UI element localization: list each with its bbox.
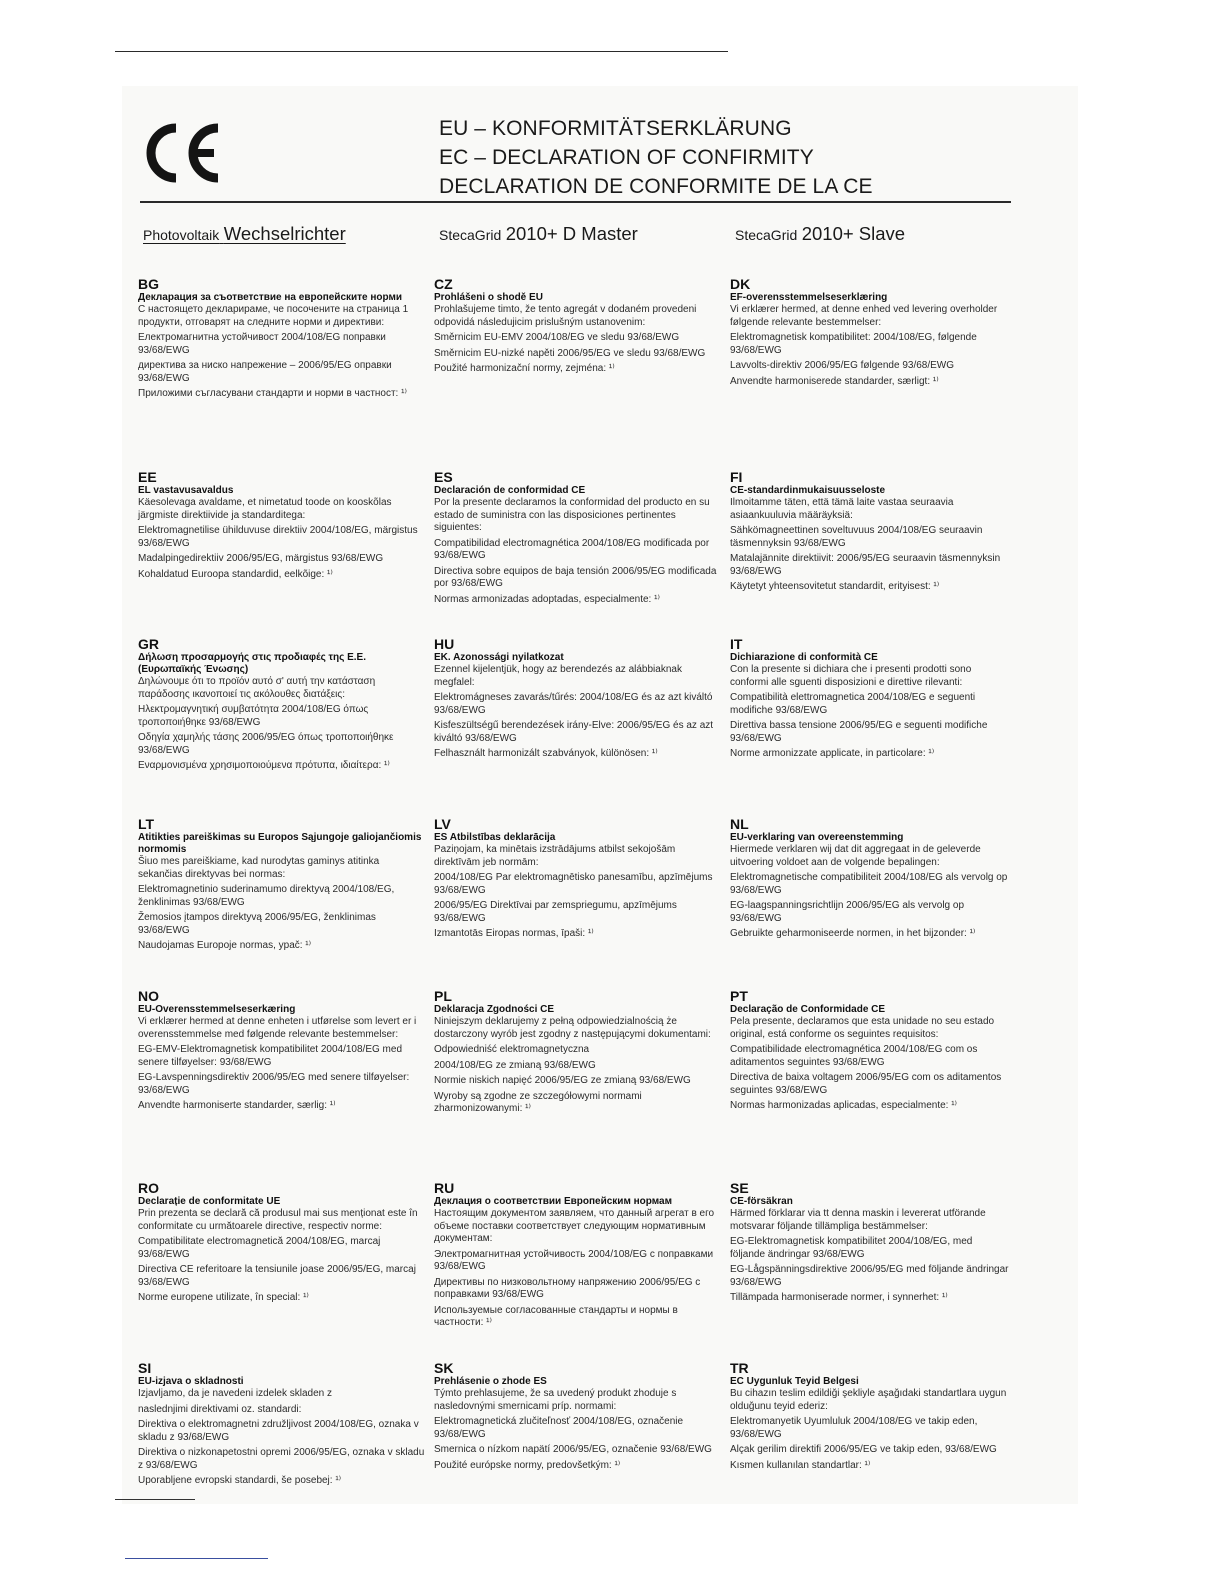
declaration-section-tr	[728, 1360, 1016, 1486]
declaration-section-ro	[136, 1180, 432, 1360]
country-code: CZ	[434, 276, 453, 292]
section-item: Οδηγία χαμηλής τάσης 2006/95/EG όπως τροποποιήθηκε 93/68/EWG	[138, 732, 394, 756]
section-item: Elektromagnetinio suderinamumo direktyvą 2004/108/EG, ženklinimas 93/68/EWG	[138, 884, 395, 908]
section-intro: Izjavljamo, da je navedeni izdelek skladen z	[138, 1388, 332, 1399]
section-item: Lavvolts-direktiv 2006/95/EG følgende 93/68/EWG	[730, 360, 955, 371]
section-item: Felhasznált harmonizált szabványok, különösen: ¹⁾	[434, 748, 658, 759]
section-item: Anvendte harmoniserte standarder, særlig: ¹⁾	[138, 1100, 336, 1111]
column-header-large: 2010+ D Master	[505, 223, 638, 244]
section-title: EL vastavusavaldus	[138, 485, 234, 496]
section-intro: Bu cihazın teslim edildiği şekliyle aşağıdaki standartlara uygun olduğunu teyid ederiz:	[730, 1388, 1007, 1412]
declaration-section-gr	[136, 636, 432, 816]
section-intro: Настоящим документом заявляем, что данный агрегат в его объеме поставки соответствует следующим нормативным документам:	[434, 1208, 715, 1244]
section-title: EU-verklaring van overeenstemming	[730, 832, 904, 843]
section-title: EU-Overensstemmelseserkæring	[138, 1004, 296, 1015]
section-intro: Por la presente declaramos la conformidad del producto en su estado de suministra con las disposiciones pertinentes siguientes:	[434, 497, 710, 533]
declaration-section-lv	[432, 816, 728, 988]
column-header-small: Photovoltaik	[143, 227, 220, 243]
section-item: Elektromagnetilise ühilduvuse direktiiv 2004/108/EG, märgistus 93/68/EWG	[138, 525, 418, 549]
section-item: Wyroby są zgodne ze szczegółowymi normami zharmonizowanymi: ¹⁾	[434, 1090, 642, 1114]
section-item: Directiva CE referitoare la tensiunile joase 2006/95/EG, marcaj 93/68/EWG	[138, 1264, 416, 1288]
footer-rule	[115, 1499, 195, 1500]
section-item: Sähkömagneettinen soveltuvuus 2004/108/EG seuraavin täsmennyksin 93/68/EWG	[730, 525, 983, 549]
declaration-section-dk	[728, 276, 1016, 469]
section-intro: Niniejszym deklarujemy z pełną odpowiedzialnością że dostarczony wyrób jest zgodny z następującymi dokumentami:	[434, 1016, 711, 1040]
title-line-en: EC – DECLARATION OF CONFIRMITY	[439, 146, 814, 169]
declaration-section-fi	[728, 469, 1016, 636]
section-item: Direttiva bassa tensione 2006/95/EG e seguenti modifiche 93/68/EWG	[730, 720, 988, 744]
section-intro: Hiermede verklaren wij dat dit aggregaat in de geleverde uitvoering voldoet aan de volgende bepalingen:	[730, 844, 981, 868]
ce-mark-logo	[142, 122, 222, 184]
declaration-section-it	[728, 636, 1016, 816]
country-code: DK	[730, 276, 751, 292]
section-item: Kohaldatud Euroopa standardid, eelkõige: ¹⁾	[138, 568, 333, 580]
section-item: директива за ниско напрежение – 2006/95/EG оправки 93/68/EWG	[138, 360, 392, 384]
column-header-large: Wechselrichter	[223, 223, 346, 244]
country-code: NL	[730, 816, 749, 832]
section-item: Εναρμονισμένα χρησιμοποιούμενα πρότυπα, ιδιαίτερα: ¹⁾	[138, 760, 390, 771]
section-intro: Vi erklærer hermed, at denne enhed ved levering overholder følgende relevante bestemmelser:	[730, 304, 998, 328]
section-intro: Con la presente si dichiara che i presenti prodotti sono conformi alle sguenti disposizioni e direttive rilevanti:	[730, 664, 972, 688]
country-code: PL	[434, 988, 452, 1004]
section-item: Direktiva o elektromagnetni združljivost 2004/108/EG, oznaka v skladu z 93/68/EWG	[138, 1419, 419, 1443]
section-item: Compatibilitate electromagnetică 2004/108/EG, marcaj 93/68/EWG	[138, 1236, 381, 1260]
section-item: Ηλεκτρομαγνητική συμβατότητα 2004/108/EG όπως τροποποιήθηκε 93/68/EWG	[138, 704, 369, 728]
section-title: EC Uygunluk Teyid Belgesi	[730, 1376, 859, 1387]
section-title: CE-försäkran	[730, 1196, 793, 1207]
declaration-section-se	[728, 1180, 1016, 1360]
section-title: Atitikties pareiškimas su Europos Sąjungoje galiojančiomis normomis	[138, 832, 422, 855]
declaration-section-si	[136, 1360, 432, 1486]
section-intro: Ilmoitamme täten, että tämä laite vastaa seuraavia asiaankuuluvia määräyksiä:	[730, 497, 954, 521]
section-item: Použité európske normy, predovšetkým: ¹⁾	[434, 1459, 621, 1471]
section-item: Gebruikte geharmoniseerde normen, in het bijzonder: ¹⁾	[730, 928, 976, 939]
section-title: CE-standardinmukaisuusseloste	[730, 485, 886, 496]
section-intro: Härmed förklarar via tt denna maskin i levererat utförande motsvarar följande tillämpliga bestämmelser:	[730, 1208, 986, 1232]
country-code: SE	[730, 1180, 749, 1196]
section-item: Электромагнитная устойчивость 2004/108/EG с поправками 93/68/EWG	[434, 1248, 714, 1272]
section-title: ES Atbilstības deklarācija	[434, 832, 556, 843]
title-line-de: EU – KONFORMITÄTSERKLÄRUNG	[439, 117, 792, 140]
section-item: Compatibilidad electromagnética 2004/108/EG modificada por 93/68/EWG	[434, 537, 710, 561]
section-title: Декларация за съответствие на европейските норми	[138, 292, 403, 303]
section-title: Declarație de conformitate UE	[138, 1196, 281, 1207]
section-item: Käytetyt yhteensovitetut standardit, erityisest: ¹⁾	[730, 581, 940, 592]
section-item: EG-Lågspänningsdirektive 2006/95/EG med följande ändringar 93/68/EWG	[730, 1264, 1009, 1288]
country-declarations-grid	[136, 276, 1016, 1506]
country-code: EE	[138, 469, 157, 485]
country-code: GR	[138, 636, 159, 652]
column-header-slave	[735, 223, 905, 245]
section-item: EG-EMV-Elektromagnetisk kompatibilitet 2004/108/EG med senere tilføyelser: 93/68/EWG	[138, 1044, 403, 1068]
section-title: EU-izjava o skladnosti	[138, 1376, 244, 1387]
section-item: EG-Elektromagnetisk kompatibilitet 2004/108/EG, med följande ändringar 93/68/EWG	[730, 1236, 973, 1260]
section-item: Kisfeszültségű berendezések irány-Elve: 2006/95/EG és az azt kiváltó 93/68/EWG	[434, 720, 714, 744]
section-item: Elektromagnetische compatibiliteit 2004/108/EG als vervolg op 93/68/EWG	[730, 872, 1008, 896]
section-item: Normas harmonizadas aplicadas, especialmente: ¹⁾	[730, 1100, 958, 1111]
column-header-product-type	[143, 223, 346, 245]
section-item: Compatibilidade electromagnética 2004/108/EG com os aditamentos seguintes 93/68/EWG	[730, 1044, 978, 1068]
section-intro: Ezennel kijelentjük, hogy az berendezés az alábbiaknak megfalel:	[434, 664, 682, 688]
country-code: BG	[138, 276, 159, 292]
section-title: Prehlásenie o zhode ES	[434, 1376, 547, 1387]
section-item: EG-laagspanningsrichtlijn 2006/95/EG als vervolg op 93/68/EWG	[730, 900, 965, 924]
section-item: 2006/95/EG Direktīvai par zemspriegumu, apzīmējums 93/68/EWG	[434, 900, 677, 924]
section-title: Declaração de Conformidade CE	[730, 1004, 886, 1015]
section-item: naslednjimi direktivami oz. standardi:	[138, 1403, 302, 1415]
declaration-section-ru	[432, 1180, 728, 1360]
column-header-small: StecaGrid	[439, 227, 502, 243]
section-item: Kısmen kullanılan standartlar: ¹⁾	[730, 1459, 871, 1471]
section-item: Используемые согласованные стандарты и нормы в частности: ¹⁾	[434, 1304, 678, 1328]
section-item: Elektromanyetik Uyumluluk 2004/108/EG ve takip eden, 93/68/EWG	[730, 1416, 978, 1440]
section-item: Směrnicim EU-EMV 2004/108/EG ve sledu 93/68/EWG	[434, 332, 680, 343]
declaration-section-pl	[432, 988, 728, 1180]
declaration-title	[439, 114, 873, 201]
country-code: ES	[434, 469, 453, 485]
section-item: Izmantotās Eiropas normas, īpaši: ¹⁾	[434, 928, 594, 939]
title-line-fr: DECLARATION DE CONFORMITE DE LA CE	[439, 175, 873, 198]
country-code: LV	[434, 816, 451, 832]
declaration-section-nl	[728, 816, 1016, 988]
section-title: Prohlášeni o shodě EU	[434, 292, 543, 303]
section-intro: Paziņojam, ka minētais izstrādājums atbilst sekojošām direktīvām jeb normām:	[434, 844, 676, 868]
section-item: Žemosios įtampos direktyvą 2006/95/EG, ženklinimas 93/68/EWG	[138, 912, 376, 936]
section-item: Elektromágneses zavarás/tűrés: 2004/108/EG és az azt kiváltó 93/68/EWG	[434, 692, 713, 716]
section-title: Declaración de conformidad CE	[434, 485, 586, 496]
section-item: 2004/108/EG Par elektromagnētisko panesamību, apzīmējums 93/68/EWG	[434, 872, 713, 896]
section-item: Madalpingedirektiiv 2006/95/EG, märgistus 93/68/EWG	[138, 553, 384, 564]
section-title: EF-overensstemmelseserklæring	[730, 292, 888, 303]
country-code: PT	[730, 988, 748, 1004]
country-code: HU	[434, 636, 455, 652]
declaration-section-lt	[136, 816, 432, 988]
section-item: Normie niskich napięć 2006/95/EG ze zmianą 93/68/EWG	[434, 1075, 691, 1086]
section-item: Použité harmonizační normy, zejména: ¹⁾	[434, 363, 615, 374]
country-code: TR	[730, 1360, 749, 1376]
country-code: IT	[730, 636, 743, 652]
section-intro: С настоящето декларираме, че посочените на страница 1 продукти, отговарят на следните норми и директиви:	[138, 304, 409, 328]
section-item: Tillämpada harmoniserade normer, i synnerhet: ¹⁾	[730, 1292, 948, 1303]
section-intro: Šiuo mes pareiškiame, kad nurodytas gaminys atitinka sekančias direktyvas bei normas:	[138, 856, 380, 880]
section-item: Smernica o nízkom napätí 2006/95/EG, označenie 93/68/EWG	[434, 1444, 712, 1455]
country-code: RU	[434, 1180, 455, 1196]
section-item: Електромагнитна устойчивост 2004/108/EG поправки 93/68/EWG	[138, 332, 386, 356]
section-item: Directiva de baixa voltagem 2006/95/EG com os aditamentos seguintes 93/68/EWG	[730, 1072, 1002, 1096]
column-header-small: StecaGrid	[735, 227, 798, 243]
section-item: Direktiva o nizkonapetostni opremi 2006/95/EG, oznaka v skladu z 93/68/EWG	[138, 1447, 425, 1471]
section-intro: Prohlašujeme timto, že tento agregát v dodaném provedeni odpovidá následujicim prislušným ustanovenim:	[434, 304, 697, 328]
section-item: Directiva sobre equipos de baja tensión 2006/95/EG modificada por 93/68/EWG	[434, 565, 717, 589]
country-code: SK	[434, 1360, 454, 1376]
section-title: Dichiarazione di conformità CE	[730, 652, 878, 663]
footer-link-rule	[125, 1558, 268, 1559]
section-item: Приложими съгласувани стандарти и норми в частност: ¹⁾	[138, 388, 407, 399]
column-header-master	[439, 223, 638, 245]
declaration-section-hu	[432, 636, 728, 816]
section-intro: Prin prezenta se declară că produsul mai sus menționat este în conformitate cu următoarele directive, respectiv norme:	[138, 1208, 418, 1232]
declaration-section-sk	[432, 1360, 728, 1486]
section-intro: Δηλώνουμε ότι το προϊόν αυτό σ' αυτή την κατάσταση παράδοσης ικανοποιεί τις ακόλουθες διατάξεις:	[138, 676, 376, 700]
section-item: 2004/108/EG ze zmianą 93/68/EWG	[434, 1059, 596, 1071]
country-code: SI	[138, 1360, 152, 1376]
top-rule	[115, 51, 728, 52]
country-code: NO	[138, 988, 159, 1004]
section-item: Uporabljene evropski standardi, še posebej: ¹⁾	[138, 1475, 342, 1486]
section-item: Směrnicim EU-nizké napěti 2006/95/EG ve sledu 93/68/EWG	[434, 347, 706, 359]
declaration-section-no	[136, 988, 432, 1180]
declaration-section-cz	[432, 276, 728, 469]
section-intro: Pela presente, declaramos que esta unidade no seu estado original, está conforme os seguintes requisitos:	[730, 1016, 995, 1040]
section-item: Matalajännite direktiivit: 2006/95/EG seuraavin täsmennyksin 93/68/EWG	[730, 553, 1001, 577]
declaration-section-es	[432, 469, 728, 636]
section-title: EK. Azonossági nyilatkozat	[434, 652, 564, 663]
section-item: EG-Lavspenningsdirektiv 2006/95/EG med senere tilføyelser: 93/68/EWG	[138, 1072, 410, 1096]
section-intro: Týmto prehlasujeme, že sa uvedený produkt zhoduje s nasledovnými smernicami príp. normami:	[434, 1388, 677, 1412]
column-header-large: 2010+ Slave	[801, 223, 906, 244]
section-item: Normas armonizadas adoptadas, especialmente: ¹⁾	[434, 593, 660, 605]
title-divider	[140, 201, 1011, 203]
section-item: Compatibilità elettromagnetica 2004/108/EG e seguenti modifiche 93/68/EWG	[730, 692, 976, 716]
country-code: LT	[138, 816, 155, 832]
section-intro: Käesolevaga avaldame, et nimetatud toode on kooskõlas järgmiste direktiivide ja standarditega:	[138, 497, 392, 521]
section-title: Deklaracja Zgodności CE	[434, 1004, 555, 1015]
section-item: Директивы по низковольтному напряжению 2006/95/EG с поправками 93/68/EWG	[434, 1276, 701, 1300]
section-item: Norme europene utilizate, în special: ¹⁾	[138, 1292, 309, 1303]
section-item: Naudojamas Europoje normas, ypač: ¹⁾	[138, 940, 312, 951]
section-item: Norme armonizzate applicate, in particolare: ¹⁾	[730, 748, 935, 759]
section-item: Alçak gerilim direktifi 2006/95/EG ve takip eden, 93/68/EWG	[730, 1444, 997, 1455]
declaration-section-bg	[136, 276, 432, 469]
section-item: Elektromagnetisk kompatibilitet: 2004/108/EG, følgende 93/68/EWG	[730, 332, 977, 356]
section-item: Odpowiedniść elektromagnetyczna	[434, 1044, 590, 1055]
declaration-section-ee	[136, 469, 432, 636]
section-item: Elektromagnetická zlučiteľnosť 2004/108/EG, označenie 93/68/EWG	[434, 1416, 684, 1440]
section-item: Anvendte harmoniserede standarder, særligt: ¹⁾	[730, 375, 939, 387]
declaration-section-pt	[728, 988, 1016, 1180]
country-code: FI	[730, 469, 743, 485]
section-title: Деклация о соответствии Европейским нормам	[434, 1196, 672, 1207]
section-title: Δήλωση προσαρμογής στις προδιαφές της Ε.Ε. (Ευρωπαϊκής Ένωσης)	[138, 652, 367, 675]
country-code: RO	[138, 1180, 159, 1196]
section-intro: Vi erklærer hermed at denne enheten i utførelse som levert er i overensstemmelse med følgende relevante bestemmelser:	[138, 1016, 417, 1040]
